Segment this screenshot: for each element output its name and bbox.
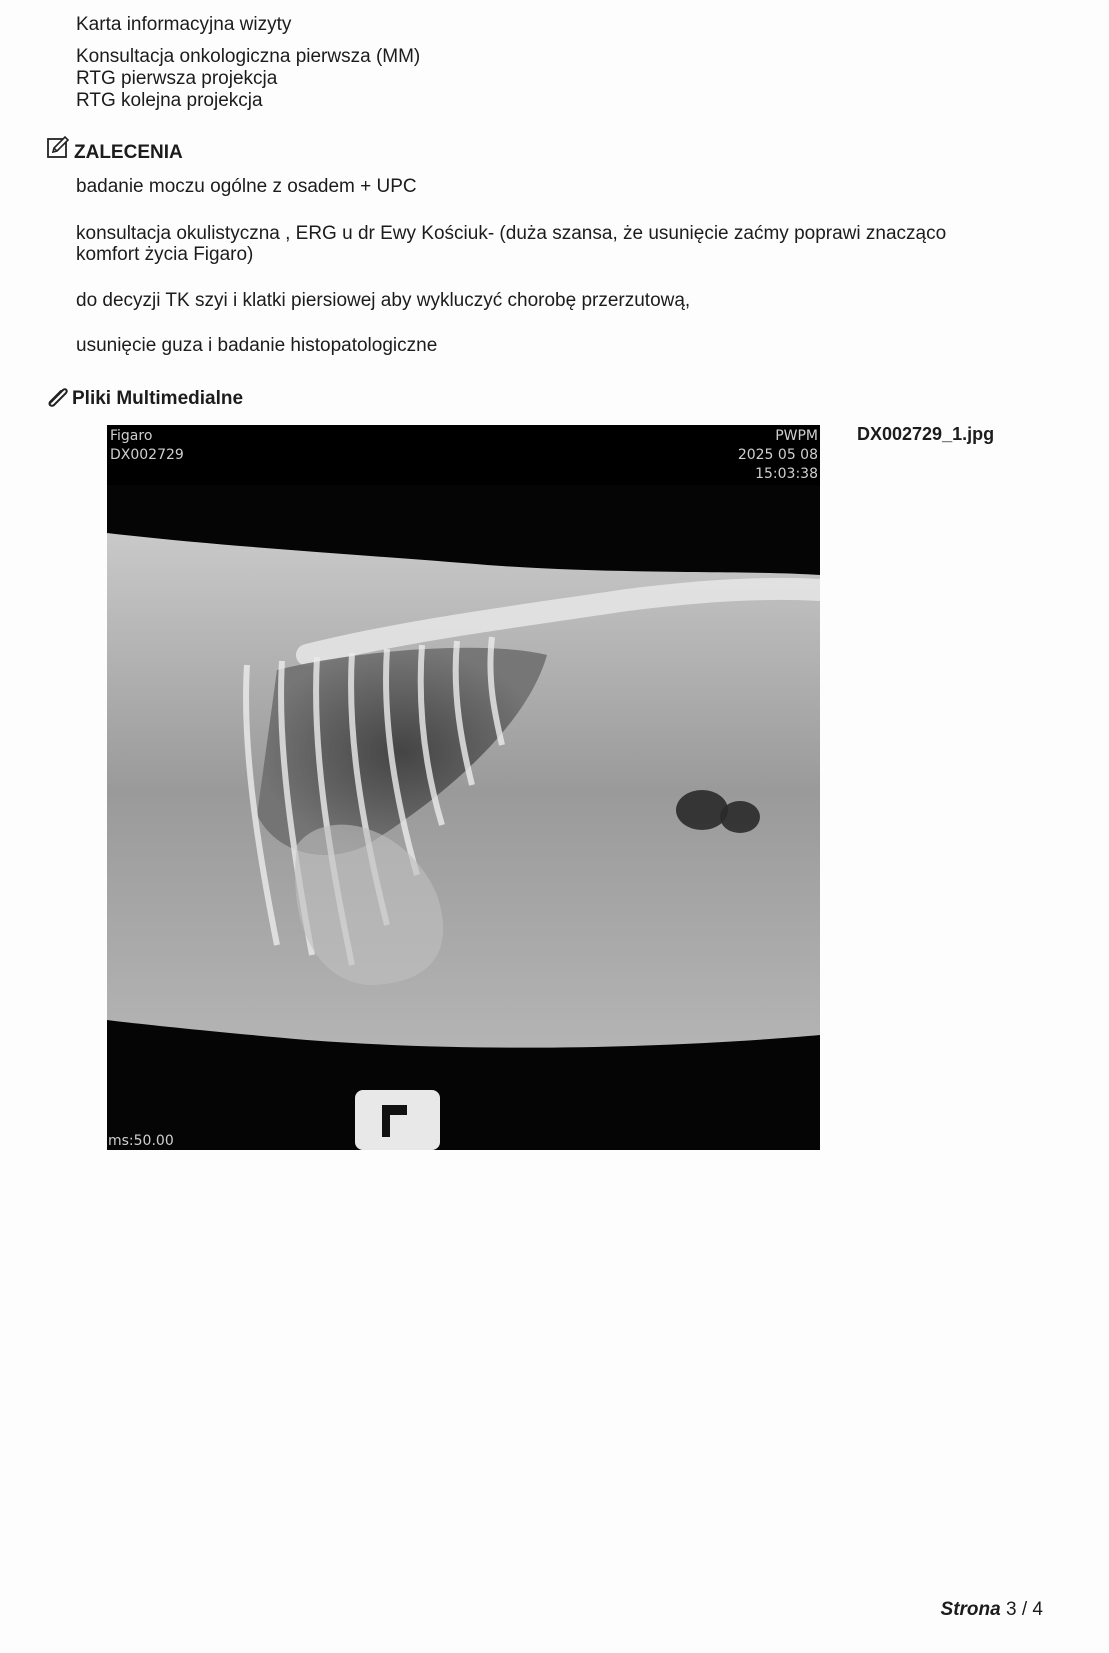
service-line: Konsultacja onkologiczna pierwsza (MM) (76, 46, 421, 67)
file-name[interactable]: DX002729_1.jpg (857, 424, 995, 444)
xray-date: 2025 05 08 (737, 447, 818, 463)
xray-time: 15:03:38 (755, 466, 818, 482)
recommendations-heading (46, 134, 183, 166)
page-footer (941, 1599, 1043, 1621)
edit-icon (46, 134, 72, 166)
page-word: Strona (940, 1599, 1001, 1620)
xray-patient-name: Figaro (110, 428, 153, 444)
visit-header: Karta informacyjna wizyty (76, 14, 292, 35)
recommendation-item: do decyzji TK szyi i klatki piersiowej aby wykluczyć chorobę przerzutową, (76, 290, 691, 311)
recommendation-item: badanie moczu ogólne z osadem + UPC (76, 176, 417, 197)
recommendation-item: komfort życia Figaro) (76, 244, 254, 265)
xray-image[interactable] (107, 425, 820, 1150)
recommendation-item: konsultacja okulistyczna , ERG u dr Ewy Kościuk- (duża szansa, że usunięcie zaćmy poprawi znacząco (76, 223, 947, 244)
page-total: 4 (1032, 1599, 1043, 1620)
recommendations-title: ZALECENIA (74, 142, 183, 163)
recommendation-item: usunięcie guza i badanie histopatologiczne (76, 335, 438, 356)
multimedia-heading (44, 385, 243, 413)
service-line: RTG kolejna projekcja (76, 90, 263, 111)
paperclip-icon (44, 385, 70, 413)
page-current: 3 (1006, 1599, 1017, 1620)
xray-study-id: DX002729 (110, 447, 184, 463)
xray-exposure: ms:50.00 (108, 1133, 174, 1149)
page-separator: / (1021, 1599, 1028, 1620)
xray-institution: PWPM (775, 428, 818, 444)
multimedia-title: Pliki Multimedialne (72, 388, 244, 409)
service-line: RTG pierwsza projekcja (76, 68, 278, 89)
